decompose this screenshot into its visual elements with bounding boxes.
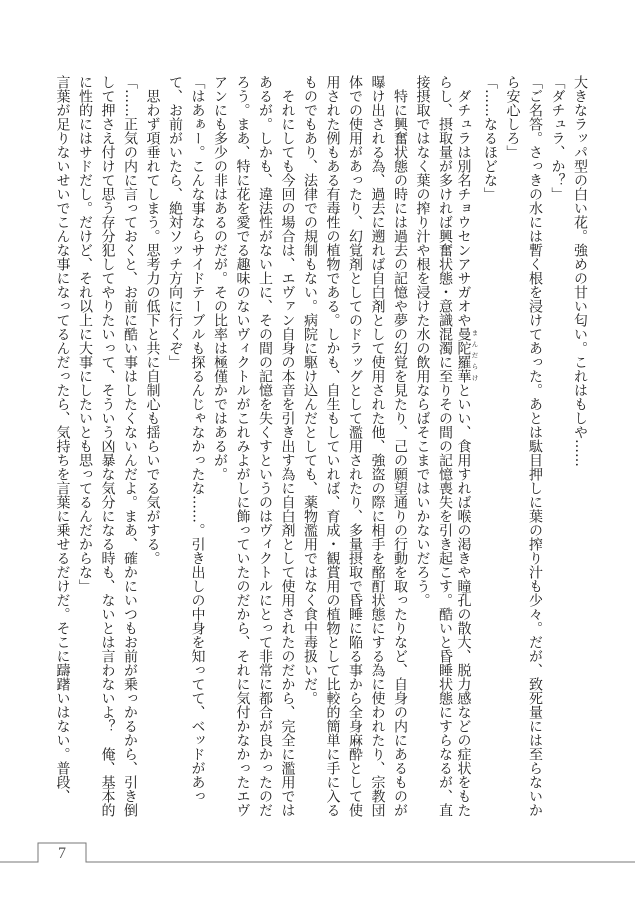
text-column: して押さえ付けて思う存分犯してやりたいって、そういう凶暴な気分になる時も、ないとは言わないよ？ 俺、基本的 [99, 75, 116, 817]
text-column: 特に興奮状態の時には過去の記憶や夢の幻覚を見たり、己の願望通りの行動を取ったりなど、自身の内にあるものが [392, 75, 408, 817]
ruby-text: まんだらけ [470, 327, 479, 383]
text-column: 「はあぁー。こんな事ならサイドテーブルも探るんじゃなかったな……。引き出しの中身を知ってて、ベッドがあっ [189, 75, 206, 803]
ruby-base: 曼陀羅華 [455, 327, 472, 383]
text-column: ら安心しろ」 [504, 75, 521, 159]
text-column: て、お前がいたら、絶対ソッチ方向に行くぞ」 [167, 75, 183, 369]
text-column: 曝け出される為、過去に遡れば自白剤として使用された他、強盗の際に相手を酩酊状態にする為に使われたり、宗教団 [369, 75, 386, 817]
text-column: らし、摂取量が多ければ興奮状態・意識混濁に至りその間の記憶喪失を引き起こす。酷いと昏睡状態にすらなるが、直 [437, 75, 453, 817]
text-column: ものでもあり、法律での規制もない。病院に駆け込んだとしても、薬物濫用ではなく食中毒扱いだ。 [302, 75, 318, 705]
text-column: 大きなラッパ型の白い花。強めの甘い匂い。これはもしや…… [572, 75, 588, 467]
page-number: 7 [58, 845, 66, 862]
text-column: あるが。しかも、違法性がない上に、その間の記憶を失くすというのはヴィクトルにとって非常に都合が良かったのだ [257, 75, 273, 817]
text-column: アンにも多少の非はあるのだが。その比率は極僅かではあるが。 [212, 75, 228, 481]
text-column: 用された例もある有毒性の植物である。しかも、自生もしていれば、育成・観賞用の植物として比較的簡単に手に入る [324, 75, 341, 817]
text-column-with-ruby [456, 75, 479, 820]
footer-rule [0, 830, 635, 870]
ruby-annotation [455, 327, 479, 383]
text-column: ろう。まあ、特に花を愛でる趣味のないヴィクトルがこれみよがしに飾っていたのだから、それに気付かなかったエヴ [234, 75, 251, 817]
text-column: 言葉が足りないせいでこんな事になってるんだったら、気持ちを言葉に乗せるだけだ。そこに躊躇いはない。普段、 [54, 75, 71, 803]
text-column: 「……正気の内に言っておくと、お前に酷い事はしたくないんだよ。まあ、確かにいつもお前が乗っかるから、引き倒 [122, 75, 138, 817]
text-column: 体での使用があったり、幻覚剤としてのドラッグとして濫用されたり、多量摂取で昏睡に陥る事から全身麻酔として使 [347, 75, 363, 817]
text-column: それにしても今回の場合は、エヴァン自身の本音を引き出す為に自白剤として使用されたのだから、完全に濫用では [279, 75, 296, 817]
text-column: 接摂取ではなく葉の搾り汁や根を浸けた水の飲用ならばそこまではいかないだろう。 [414, 75, 431, 607]
text-segment: ダチュラは別名チョウセンアサガオや [455, 75, 472, 327]
text-column: 「……なるほどな」 [482, 75, 498, 201]
text-column: に性的にはサドだし。だけど、それ以上に大事にしたいとも思ってるんだからな」 [77, 75, 93, 593]
text-segment: といい、食用すれば喉の渇きや瞳孔の散大、脱力感などの症状をもた [455, 383, 472, 817]
text-column: 「ご名答。さっきの水には暫く根を浸けてあった。あとは駄目押しに葉の搾り汁も少々。だが、致死量には至らないか [527, 75, 543, 817]
text-column: 「ダチュラ、か？」 [549, 75, 566, 201]
vertical-body-text [51, 75, 591, 820]
text-column: 思わず項垂れてしまう。思考力の低下と共に自制心も揺らいでる気がする。 [144, 75, 161, 565]
